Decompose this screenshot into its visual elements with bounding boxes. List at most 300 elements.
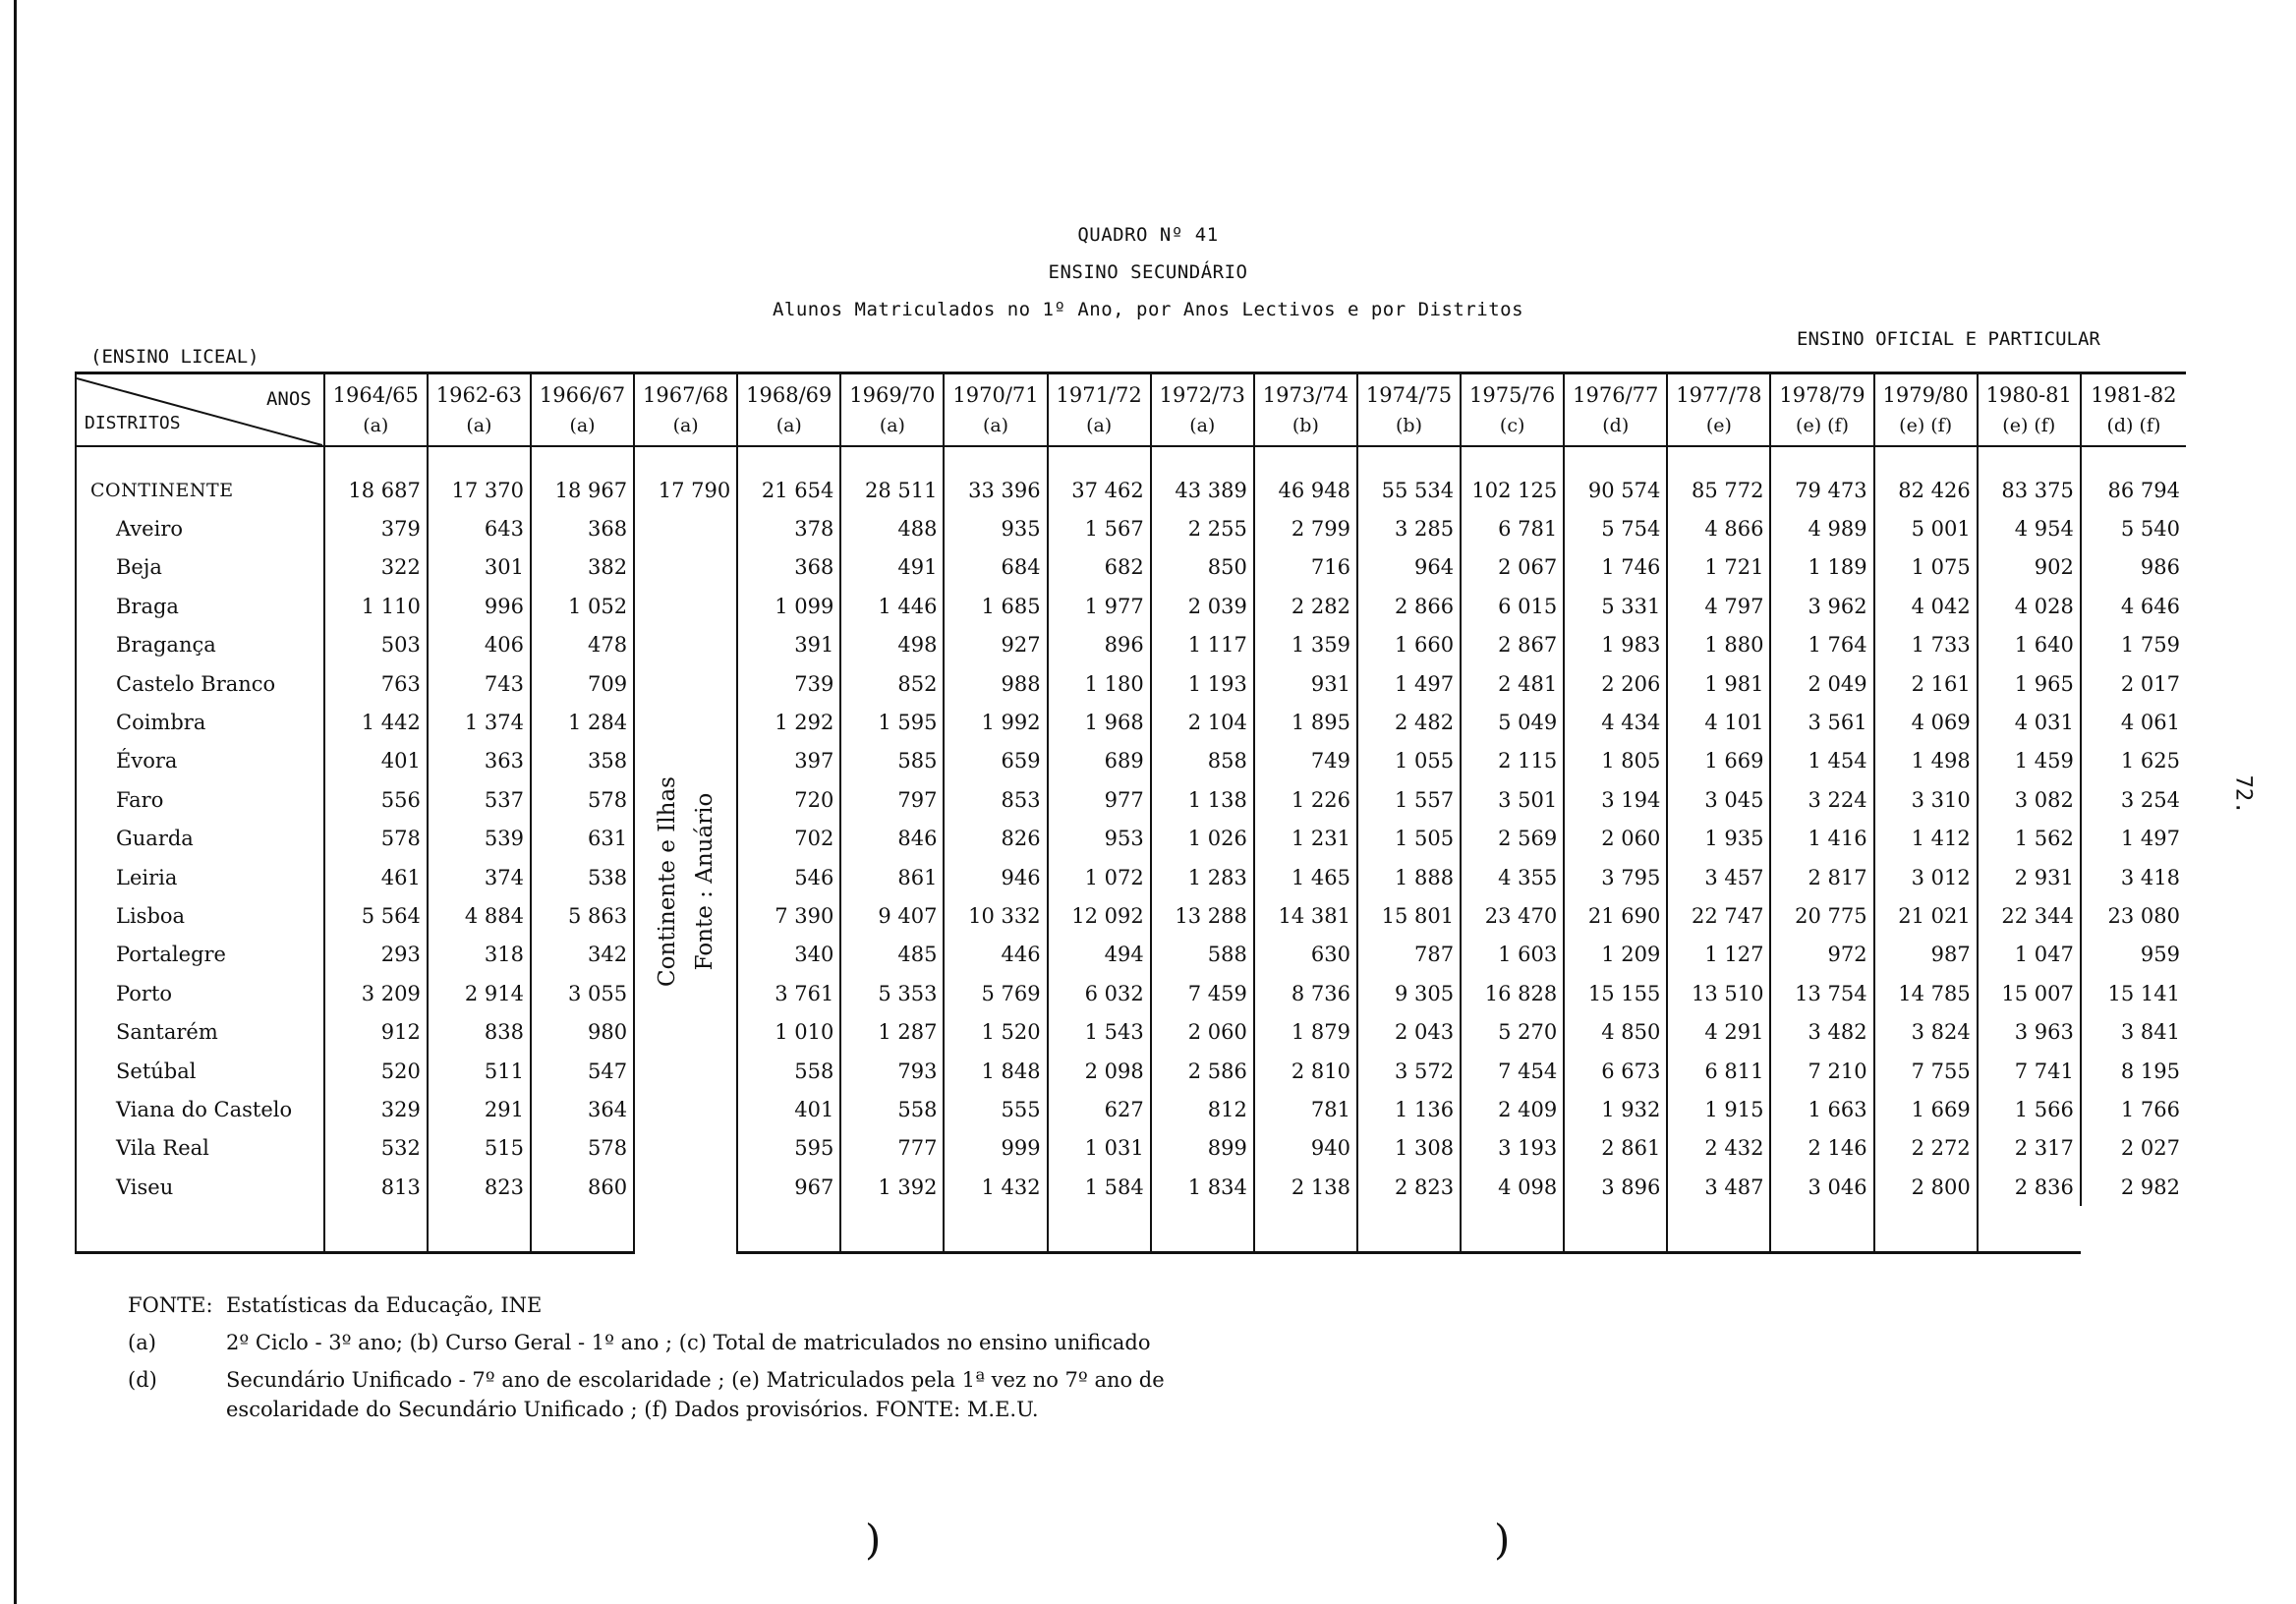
value-cell: 2 115 <box>1461 742 1564 780</box>
column-header <box>1357 373 1461 447</box>
value-cell: 6 032 <box>1048 974 1151 1012</box>
value-cell: 1 416 <box>1770 820 1873 858</box>
bracket-mark: ) <box>1494 1516 1511 1564</box>
value-cell: 1 127 <box>1667 936 1770 974</box>
closing-cell <box>1770 1206 1873 1253</box>
value-cell: 1 287 <box>840 1012 944 1051</box>
district-name: Viana do Castelo <box>76 1090 324 1128</box>
page-number: 72. <box>2230 774 2256 815</box>
value-cell: 793 <box>840 1052 944 1090</box>
value-cell: 1 640 <box>1978 626 2081 664</box>
column-header <box>840 373 944 447</box>
value-cell: 1 432 <box>944 1168 1047 1206</box>
value-cell: 749 <box>1254 742 1357 780</box>
value-cell: 1 374 <box>428 703 531 741</box>
value-cell: 17 370 <box>428 471 531 509</box>
value-cell: 739 <box>737 664 840 703</box>
value-cell: 2 914 <box>428 974 531 1012</box>
value-cell: 301 <box>428 548 531 587</box>
column-header <box>1667 373 1770 447</box>
value-cell: 763 <box>324 664 428 703</box>
value-cell: 3 824 <box>1874 1012 1978 1051</box>
vertical-note-line-2: Fonte : Anuário <box>691 792 718 971</box>
value-cell: 1 895 <box>1254 703 1357 741</box>
value-cell: 578 <box>531 780 634 819</box>
value-cell: 1 117 <box>1151 626 1254 664</box>
value-cell: 9 305 <box>1357 974 1461 1012</box>
district-name: Vila Real <box>76 1129 324 1168</box>
value-cell: 1 442 <box>324 703 428 741</box>
value-cell: 1 031 <box>1048 1129 1151 1168</box>
district-name: CONTINENTE <box>76 471 324 509</box>
district-name: Coimbra <box>76 703 324 741</box>
district-name: Viseu <box>76 1168 324 1206</box>
district-row <box>76 1012 2186 1051</box>
closing-cell <box>1564 1206 1667 1253</box>
ensino-oficial-label: ENSINO OFICIAL E PARTICULAR <box>1797 328 2100 350</box>
value-cell: 3 193 <box>1461 1129 1564 1168</box>
closing-cell <box>840 1206 944 1253</box>
value-cell: 1 026 <box>1151 820 1254 858</box>
district-row <box>76 896 2186 935</box>
column-note: (a) <box>879 415 905 436</box>
value-cell: 940 <box>1254 1129 1357 1168</box>
value-cell: 13 288 <box>1151 896 1254 935</box>
spacer-cell <box>1357 446 1461 471</box>
value-cell: 22 747 <box>1667 896 1770 935</box>
value-cell: 85 772 <box>1667 471 1770 509</box>
value-cell: 1 465 <box>1254 858 1357 896</box>
value-cell: 578 <box>324 820 428 858</box>
spacer-cell <box>1874 446 1978 471</box>
value-cell: 491 <box>840 548 944 587</box>
value-cell: 2 866 <box>1357 587 1461 625</box>
value-cell: 787 <box>1357 936 1461 974</box>
value-cell: 90 574 <box>1564 471 1667 509</box>
vertical-note-line-1: Continente e Ilhas <box>654 775 680 987</box>
spacer-cell <box>324 446 428 471</box>
value-cell: 1 880 <box>1667 626 1770 664</box>
value-cell: 520 <box>324 1052 428 1090</box>
value-cell: 4 028 <box>1978 587 2081 625</box>
column-year: 1970/71 <box>952 383 1039 407</box>
value-cell: 3 761 <box>737 974 840 1012</box>
value-cell: 23 470 <box>1461 896 1564 935</box>
column-year: 1977/78 <box>1676 383 1762 407</box>
value-cell: 1 231 <box>1254 820 1357 858</box>
spacer-cell <box>1667 446 1770 471</box>
column-note: (a) <box>363 415 389 436</box>
column-note: (b) <box>1396 415 1423 436</box>
value-cell: 368 <box>737 548 840 587</box>
value-cell: 3 561 <box>1770 703 1873 741</box>
value-cell: 7 210 <box>1770 1052 1873 1090</box>
column-header <box>428 373 531 447</box>
value-cell: 1 072 <box>1048 858 1151 896</box>
value-cell: 5 331 <box>1564 587 1667 625</box>
value-cell: 1 392 <box>840 1168 944 1206</box>
column-year: 1969/70 <box>849 383 936 407</box>
spacer-cell <box>1151 446 1254 471</box>
value-cell: 2 146 <box>1770 1129 1873 1168</box>
value-cell: 6 673 <box>1564 1052 1667 1090</box>
value-cell: 659 <box>944 742 1047 780</box>
value-cell: 1 992 <box>944 703 1047 741</box>
value-cell: 902 <box>1978 548 2081 587</box>
closing-cell <box>428 1206 531 1253</box>
closing-cell <box>1874 1206 1978 1253</box>
value-cell: 2 017 <box>2081 664 2186 703</box>
column-year: 1974/75 <box>1365 383 1453 407</box>
value-cell: 546 <box>737 858 840 896</box>
column-note: (a) <box>569 415 596 436</box>
value-cell: 83 375 <box>1978 471 2081 509</box>
value-cell: 1 834 <box>1151 1168 1254 1206</box>
value-cell: 2 817 <box>1770 858 1873 896</box>
column-year: 1975/76 <box>1469 383 1556 407</box>
value-cell: 1 193 <box>1151 664 1254 703</box>
value-cell: 6 781 <box>1461 509 1564 547</box>
value-cell: 1 138 <box>1151 780 1254 819</box>
value-cell: 2 027 <box>2081 1129 2186 1168</box>
value-cell: 2 104 <box>1151 703 1254 741</box>
column-note: (c) <box>1499 415 1525 436</box>
value-cell: 7 390 <box>737 896 840 935</box>
value-cell: 6 015 <box>1461 587 1564 625</box>
anos-label: ANOS <box>265 388 312 410</box>
value-cell: 2 569 <box>1461 820 1564 858</box>
column-header <box>1048 373 1151 447</box>
value-cell: 2 060 <box>1151 1012 1254 1051</box>
value-cell: 5 540 <box>2081 509 2186 547</box>
value-cell: 2 409 <box>1461 1090 1564 1128</box>
spacer-cell <box>1254 446 1357 471</box>
column-year: 1966/67 <box>539 383 626 407</box>
value-cell: 3 209 <box>324 974 428 1012</box>
value-cell: 1 136 <box>1357 1090 1461 1128</box>
value-cell: 4 434 <box>1564 703 1667 741</box>
value-cell: 86 794 <box>2081 471 2186 509</box>
value-cell: 1 663 <box>1770 1090 1873 1128</box>
value-cell: 1 603 <box>1461 936 1564 974</box>
value-cell: 18 967 <box>531 471 634 509</box>
value-cell: 368 <box>531 509 634 547</box>
column-header <box>324 373 428 447</box>
column-header <box>1978 373 2081 447</box>
district-name: Castelo Branco <box>76 664 324 703</box>
closing-cell <box>76 1206 324 1253</box>
value-cell: 927 <box>944 626 1047 664</box>
value-cell: 16 828 <box>1461 974 1564 1012</box>
value-cell: 1 584 <box>1048 1168 1151 1206</box>
value-cell: 379 <box>324 509 428 547</box>
value-cell: 329 <box>324 1090 428 1128</box>
value-cell: 3 482 <box>1770 1012 1873 1051</box>
district-row <box>76 664 2186 703</box>
district-row <box>76 509 2186 547</box>
value-cell: 3 487 <box>1667 1168 1770 1206</box>
vertical-note <box>649 776 723 987</box>
value-cell: 5 564 <box>324 896 428 935</box>
column-year: 1964/65 <box>332 383 419 407</box>
district-name: Lisboa <box>76 896 324 935</box>
value-cell: 2 836 <box>1978 1168 2081 1206</box>
value-cell: 1 412 <box>1874 820 1978 858</box>
district-row <box>76 858 2186 896</box>
column-year: 1971/72 <box>1056 383 1142 407</box>
column-note: (e) (f) <box>1796 415 1849 436</box>
value-cell: 850 <box>1151 548 1254 587</box>
header-row <box>76 373 2186 447</box>
value-cell: 15 007 <box>1978 974 2081 1012</box>
column-header <box>634 373 737 447</box>
value-cell: 684 <box>944 548 1047 587</box>
value-cell: 959 <box>2081 936 2186 974</box>
district-name: Guarda <box>76 820 324 858</box>
value-cell: 6 811 <box>1667 1052 1770 1090</box>
value-cell: 899 <box>1151 1129 1254 1168</box>
value-cell: 1 766 <box>2081 1090 2186 1128</box>
value-cell: 15 141 <box>2081 974 2186 1012</box>
value-cell: 967 <box>737 1168 840 1206</box>
value-cell: 5 270 <box>1461 1012 1564 1051</box>
value-cell: 3 841 <box>2081 1012 2186 1051</box>
column-header <box>1461 373 1564 447</box>
value-cell: 1 459 <box>1978 742 2081 780</box>
note-d-text-2: escolaridade do Secundário Unificado ; (f) Dados provisórios. FONTE: M.E.U. <box>226 1398 1039 1421</box>
value-cell: 823 <box>428 1168 531 1206</box>
value-cell: 797 <box>840 780 944 819</box>
district-name: Aveiro <box>76 509 324 547</box>
value-cell: 2 317 <box>1978 1129 2081 1168</box>
value-cell: 743 <box>428 664 531 703</box>
value-cell: 4 646 <box>2081 587 2186 625</box>
value-cell: 1 932 <box>1564 1090 1667 1128</box>
value-cell: 858 <box>1151 742 1254 780</box>
value-cell: 588 <box>1151 936 1254 974</box>
district-name: Setúbal <box>76 1052 324 1090</box>
value-cell: 515 <box>428 1129 531 1168</box>
column-note: (a) <box>982 415 1009 436</box>
district-name: Braga <box>76 587 324 625</box>
value-cell: 2 272 <box>1874 1129 1978 1168</box>
district-name: Portalegre <box>76 936 324 974</box>
value-cell: 10 332 <box>944 896 1047 935</box>
value-cell: 777 <box>840 1129 944 1168</box>
value-cell: 4 069 <box>1874 703 1978 741</box>
value-cell: 1 669 <box>1667 742 1770 780</box>
district-name: Beja <box>76 548 324 587</box>
value-cell: 558 <box>737 1052 840 1090</box>
value-cell: 364 <box>531 1090 634 1128</box>
value-cell: 1 505 <box>1357 820 1461 858</box>
value-cell: 631 <box>531 820 634 858</box>
value-cell: 2 810 <box>1254 1052 1357 1090</box>
value-cell: 627 <box>1048 1090 1151 1128</box>
value-cell: 1 848 <box>944 1052 1047 1090</box>
spacer-cell <box>634 446 737 471</box>
closing-cell <box>737 1206 840 1253</box>
column-note: (e) <box>1705 415 1732 436</box>
value-cell: 82 426 <box>1874 471 1978 509</box>
value-cell: 2 931 <box>1978 858 2081 896</box>
table-number: QUADRO Nº 41 <box>1077 224 1219 246</box>
value-cell: 21 021 <box>1874 896 1978 935</box>
value-cell: 1 595 <box>840 703 944 741</box>
value-cell: 538 <box>531 858 634 896</box>
district-name: Faro <box>76 780 324 819</box>
value-cell: 28 511 <box>840 471 944 509</box>
value-cell: 5 049 <box>1461 703 1564 741</box>
district-row <box>76 974 2186 1012</box>
column-header <box>2081 373 2186 447</box>
value-cell: 511 <box>428 1052 531 1090</box>
value-cell: 406 <box>428 626 531 664</box>
value-cell: 33 396 <box>944 471 1047 509</box>
value-cell: 912 <box>324 1012 428 1051</box>
value-cell: 595 <box>737 1129 840 1168</box>
column-note: (a) <box>466 415 492 436</box>
value-cell: 946 <box>944 858 1047 896</box>
value-cell: 3 572 <box>1357 1052 1461 1090</box>
spacer-cell <box>840 446 944 471</box>
value-cell: 342 <box>531 936 634 974</box>
value-cell: 5 863 <box>531 896 634 935</box>
value-cell: 5 754 <box>1564 509 1667 547</box>
value-cell: 3 254 <box>2081 780 2186 819</box>
spacer-cell <box>737 446 840 471</box>
district-row <box>76 742 2186 780</box>
value-cell: 4 989 <box>1770 509 1873 547</box>
value-cell: 980 <box>531 1012 634 1051</box>
corner-cell <box>76 373 324 447</box>
value-cell: 13 754 <box>1770 974 1873 1012</box>
closing-cell <box>1151 1206 1254 1253</box>
value-cell: 1 047 <box>1978 936 2081 974</box>
value-cell: 4 042 <box>1874 587 1978 625</box>
spacer-cell <box>1770 446 1873 471</box>
value-cell: 15 801 <box>1357 896 1461 935</box>
value-cell: 1 660 <box>1357 626 1461 664</box>
value-cell: 643 <box>428 509 531 547</box>
value-cell: 322 <box>324 548 428 587</box>
value-cell: 23 080 <box>2081 896 2186 935</box>
value-cell: 852 <box>840 664 944 703</box>
district-row <box>76 548 2186 587</box>
district-row <box>76 780 2186 819</box>
value-cell: 3 082 <box>1978 780 2081 819</box>
district-row <box>76 1052 2186 1090</box>
value-cell: 996 <box>428 587 531 625</box>
value-cell: 20 775 <box>1770 896 1873 935</box>
column-year: 1981-82 <box>2091 383 2177 407</box>
value-cell: 4 355 <box>1461 858 1564 896</box>
note-a-key: (a) <box>128 1331 156 1354</box>
column-header <box>1874 373 1978 447</box>
value-cell: 1 283 <box>1151 858 1254 896</box>
value-cell: 358 <box>531 742 634 780</box>
value-cell: 935 <box>944 509 1047 547</box>
value-cell: 2 161 <box>1874 664 1978 703</box>
value-cell: 291 <box>428 1090 531 1128</box>
value-cell: 1 284 <box>531 703 634 741</box>
column-year: 1962-63 <box>435 383 523 407</box>
value-cell: 1 209 <box>1564 936 1667 974</box>
value-cell: 1 497 <box>2081 820 2186 858</box>
value-cell: 3 795 <box>1564 858 1667 896</box>
value-cell: 391 <box>737 626 840 664</box>
district-row <box>76 1168 2186 1206</box>
value-cell: 2 481 <box>1461 664 1564 703</box>
spacer-cell <box>1461 446 1564 471</box>
value-cell: 1 075 <box>1874 548 1978 587</box>
value-cell: 3 012 <box>1874 858 1978 896</box>
value-cell: 2 482 <box>1357 703 1461 741</box>
column-year: 1968/69 <box>746 383 832 407</box>
value-cell: 461 <box>324 858 428 896</box>
value-cell: 556 <box>324 780 428 819</box>
value-cell: 3 046 <box>1770 1168 1873 1206</box>
district-name: Porto <box>76 974 324 1012</box>
value-cell: 1 557 <box>1357 780 1461 819</box>
value-cell: 4 954 <box>1978 509 2081 547</box>
value-cell: 401 <box>737 1090 840 1128</box>
column-header <box>531 373 634 447</box>
column-note: (a) <box>672 415 699 436</box>
column-note: (d) <box>1602 415 1630 436</box>
value-cell: 1 625 <box>2081 742 2186 780</box>
value-cell: 446 <box>944 936 1047 974</box>
value-cell: 1 567 <box>1048 509 1151 547</box>
value-cell: 1 879 <box>1254 1012 1357 1051</box>
value-cell: 537 <box>428 780 531 819</box>
spacer-cell <box>428 446 531 471</box>
column-note: (e) (f) <box>1899 415 1953 436</box>
value-cell: 853 <box>944 780 1047 819</box>
value-cell: 12 092 <box>1048 896 1151 935</box>
value-cell: 5 001 <box>1874 509 1978 547</box>
value-cell: 3 896 <box>1564 1168 1667 1206</box>
value-cell: 1 520 <box>944 1012 1047 1051</box>
value-cell: 1 983 <box>1564 626 1667 664</box>
value-cell: 812 <box>1151 1090 1254 1128</box>
value-cell: 2 867 <box>1461 626 1564 664</box>
value-cell: 539 <box>428 820 531 858</box>
value-cell: 1 685 <box>944 587 1047 625</box>
value-cell: 1 968 <box>1048 703 1151 741</box>
value-cell: 4 291 <box>1667 1012 1770 1051</box>
value-cell: 1 915 <box>1667 1090 1770 1128</box>
value-cell: 1 669 <box>1874 1090 1978 1128</box>
value-cell: 4 850 <box>1564 1012 1667 1051</box>
value-cell: 1 292 <box>737 703 840 741</box>
value-cell: 7 459 <box>1151 974 1254 1012</box>
value-cell: 532 <box>324 1129 428 1168</box>
table-subtitle: ENSINO SECUNDÁRIO <box>1048 261 1248 283</box>
value-cell: 1 888 <box>1357 858 1461 896</box>
value-cell: 4 797 <box>1667 587 1770 625</box>
value-cell: 547 <box>531 1052 634 1090</box>
value-cell: 378 <box>737 509 840 547</box>
value-cell: 401 <box>324 742 428 780</box>
value-cell: 2 043 <box>1357 1012 1461 1051</box>
value-cell: 2 282 <box>1254 587 1357 625</box>
value-cell: 15 155 <box>1564 974 1667 1012</box>
closing-cell <box>1667 1206 1770 1253</box>
closing-cell <box>944 1206 1047 1253</box>
value-cell: 7 755 <box>1874 1052 1978 1090</box>
value-cell: 2 800 <box>1874 1168 1978 1206</box>
